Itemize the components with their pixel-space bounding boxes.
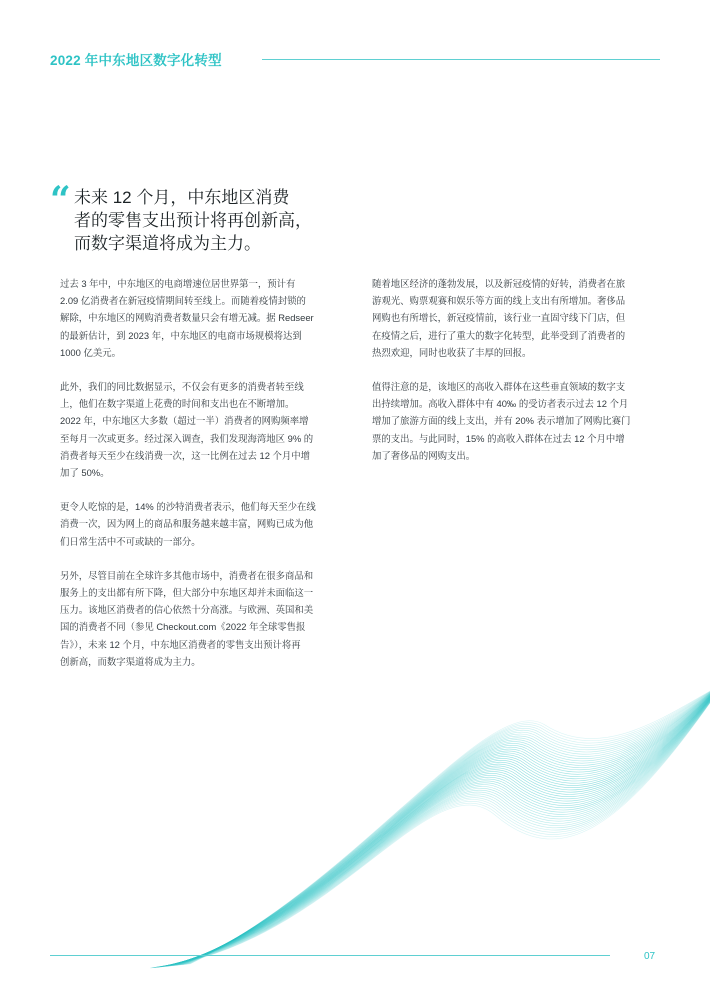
text-line: 的最新估计，到 2023 年，中东地区的电商市场规模将达到 (60, 329, 302, 341)
text-line: 票的支出。与此同时，15% 的高收入群体在过去 12 个月中增 (372, 432, 625, 444)
text-line: 国的消费者不同（参见 Checkout.com《2022 年全球零售报 (60, 621, 306, 633)
text-line: 更令人吃惊的是，14% 的沙特消费者表示，他们每天至少在线 (60, 501, 316, 513)
wave-line (162, 697, 710, 967)
text-line: 网购也有所增长，新冠疫情前，该行业一直固守线下门店，但 (372, 312, 626, 324)
paragraph (60, 567, 342, 670)
wave-line (155, 699, 710, 968)
pull-quote (74, 186, 312, 255)
paragraph (60, 498, 342, 550)
pull-quote-line: 而数字渠道将成为主力。 (74, 234, 261, 253)
paragraph (60, 275, 342, 361)
text-line: 热烈欢迎，同时也收获了丰厚的回报。 (372, 346, 532, 358)
text-line: 消费者每天至少在线消费一次，这一比例在过去 12 个月中增 (60, 449, 311, 461)
right-column (372, 275, 654, 481)
text-line: 至每月一次或更多。经过深入调查，我们发现海湾地区 9% 的 (60, 432, 314, 444)
wave-line (156, 698, 710, 967)
text-line: 压力。该地区消费者的信心依然十分高涨。与欧洲、英国和美 (60, 604, 314, 616)
text-line: 消费一次，因为网上的商品和服务越来越丰富，网购已成为他 (60, 518, 314, 530)
wave-line (175, 694, 710, 966)
text-line: 2022 年，中东地区大多数（超过一半）消费者的网购频率增 (60, 415, 309, 427)
text-line: 游观光、购票观赛和娱乐等方面的线上支出有所增加。奢侈品 (372, 295, 626, 307)
page-number: 07 (644, 951, 656, 962)
wave-line (176, 694, 710, 966)
text-line: 加了奢侈品的网购支出。 (372, 449, 476, 461)
wave-line (163, 697, 710, 967)
wave-line (157, 698, 710, 967)
wave-line (164, 696, 710, 966)
left-column (60, 275, 342, 687)
wave-line (151, 700, 710, 968)
quote-mark-icon: “ (50, 179, 71, 221)
wave-line (177, 693, 710, 965)
text-line: 出持续增加。高收入群体中有 40‰ 的受访者表示过去 12 个月 (372, 398, 629, 410)
text-line: 服务上的支出都有所下降，但大部分中东地区却并未面临这一 (60, 587, 314, 599)
text-line: 告》），未来 12 个月，中东地区消费者的零售支出预计将再 (60, 638, 301, 650)
text-line: 随着地区经济的蓬勃发展，以及新冠疫情的好转，消费者在旅 (372, 278, 626, 289)
text-line: 值得注意的是，该地区的高收入群体在这些垂直领域的数字支 (372, 381, 626, 393)
footer-divider (50, 955, 610, 956)
text-line: 此外，我们的同比数据显示，不仅会有更多的消费者转至线 (60, 381, 304, 393)
wave-line (167, 696, 710, 967)
text-line: 在疫情之后，进行了重大的数字化转型，此举受到了消费者的 (372, 329, 626, 341)
paragraph (372, 275, 654, 361)
text-line: 另外，尽管目前在全球许多其他市场中，消费者在很多商品和 (60, 569, 314, 581)
wave-line (154, 699, 710, 968)
wave-line (162, 697, 710, 967)
text-line: 2.09 亿消费者在新冠疫情期间转至线上。而随着疫情封锁的 (60, 295, 306, 307)
wave-line (171, 695, 710, 966)
paragraph (372, 378, 654, 464)
paragraph (60, 378, 342, 481)
wave-line (153, 699, 710, 967)
wave-line (172, 694, 710, 965)
text-line: 增加了旅游方面的线上支出，并有 20% 表示增加了网购比赛门 (372, 415, 631, 427)
text-line: 1000 亿美元。 (60, 346, 121, 358)
wave-line (154, 699, 710, 968)
text-line: 过去 3 年中，中东地区的电商增速位居世界第一，预计有 (60, 278, 296, 289)
wave-line (166, 696, 710, 966)
header-title: 2022 年中东地区数字化转型 (50, 53, 222, 68)
text-line: 加了 50%。 (60, 467, 110, 479)
text-line: 解除，中东地区的网购消费者数量只会有增无减。据 Redseer (60, 312, 314, 324)
text-line: 上，他们在数字渠道上花费的时间和支出也在不断增加。 (60, 398, 295, 410)
text-line: 创新高，而数字渠道将成为主力。 (60, 655, 201, 667)
pull-quote-line: 者的零售支出预计将再创新高， (74, 211, 312, 230)
pull-quote-line: 未来 12 个月，中东地区消费 (74, 188, 290, 207)
wave-line (152, 700, 710, 968)
wave-line (174, 694, 710, 966)
wave-line (173, 694, 710, 965)
wave-line (165, 696, 710, 966)
text-line: 们日常生活中不可或缺的一部分。 (60, 535, 201, 547)
